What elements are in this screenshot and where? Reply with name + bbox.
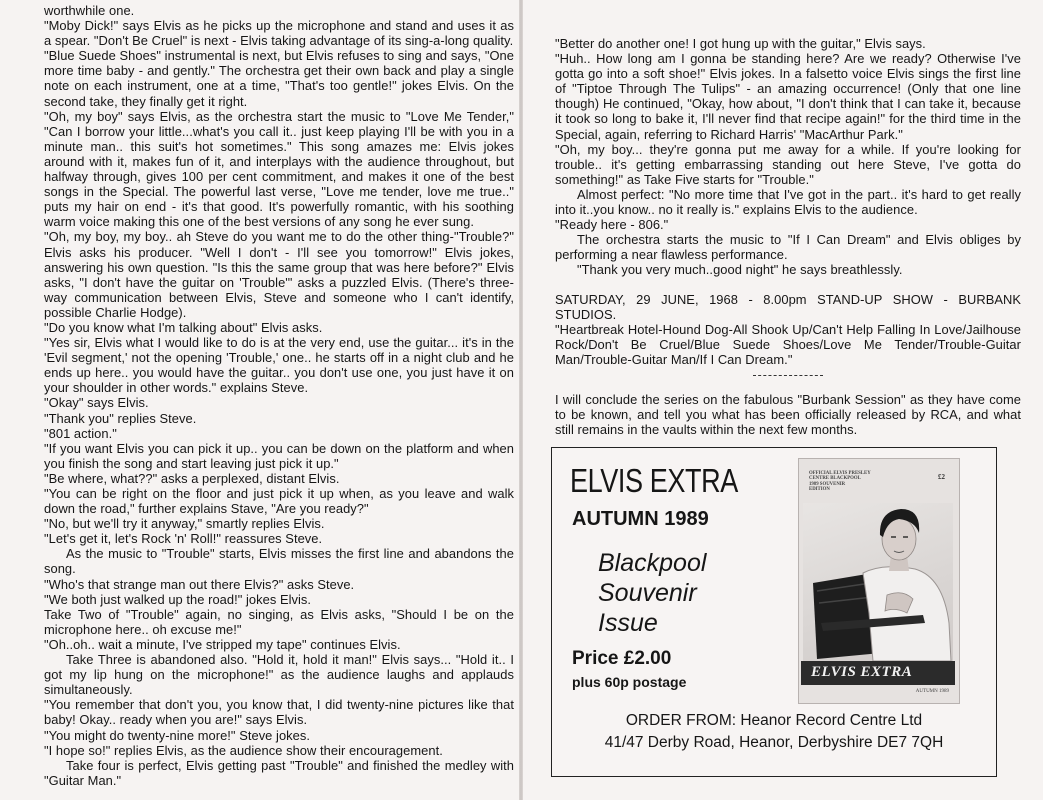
right-article-paragraph: "Better do another one! I got hung up with the guitar," Elvis says.: [555, 36, 926, 51]
setlist: "Heartbreak Hotel-Hound Dog-All Shook Up/Can't Help Falling In Love/Jailhouse Rock/Don't Be Cruel/Blue Suede Shoes/Love Me Tender/Trouble-Guitar Man/Trouble-Guitar Man/If I Can Dream.": [555, 321, 1021, 367]
conclusion-paragraph: I will conclude the series on the fabulous "Burbank Session" as they have come to be known, and tell you what has been officially released by RCA, and what still remains in the vaults within the next few months.: [555, 391, 1021, 438]
left-article-paragraph: "Thank you" replies Steve.: [44, 410, 197, 426]
right-paragraphs: [555, 36, 1021, 278]
cover-footer: AUTUMN 1989: [915, 689, 949, 694]
left-article-paragraph: "We both just walked up the road!" jokes Elvis.: [44, 591, 312, 607]
left-article-paragraph: "No, but we'll try it anyway," smartly replies Elvis.: [44, 516, 325, 532]
right-article-paragraph: "Thank you very much..good night" he says breathlessly.: [577, 262, 903, 278]
elvis-extra-advert: [551, 447, 997, 777]
left-article-paragraph: Take Three is abandoned also. "Hold it, hold it man!" Elvis says... "Hold it.. I got my lip hung on the microphone!" as the audience laughs and applauds simultaneously.: [44, 652, 514, 698]
advert-season: AUTUMN 1989: [572, 508, 709, 530]
section-separator: [753, 375, 823, 376]
left-article-paragraph: "Do you know what I'm talking about" Elvis asks.: [44, 319, 323, 335]
advert-address-line: 41/47 Derby Road, Heanor, Derbyshire DE7 7QH: [604, 734, 944, 751]
right-article-paragraph: Almost perfect: "No more time that I've got in the part.. it's hard to get really into it..you know.. no it really is." explains Elvis to the audience.: [555, 186, 1021, 218]
left-article-paragraph: "Oh, my boy" says Elvis, as the orchestra start the music to "Love Me Tender," "Can I borrow your little...what's you call it.. just keep playing I'll be with you in a minute man.. this suit's hot sometimes." This song amazes me: Elvis jokes around with it, makes fun of it, and interplays with the audience throughout, but halfway through, gives 100 per cent commitment, and makes it one of the best songs in the Special. The powerful last verse, "Love me tender, love me true.." puts my hair on end - it's that good. It's powerfully romantic, with his soothing warm voice making this one of the best versions of any song he ever sung.: [44, 108, 514, 230]
left-article-paragraph: "Yes sir, Elvis what I would like to do is at the very end, use the guitar... it's in the 'Evil segment,' not the opening 'Trouble,' one.. he starts off in a night club and he ends up here.. you would have the guitar.. you don't use one, you just have it on your shoulder in other words." explains Steve.: [44, 335, 514, 396]
left-page: [0, 0, 519, 800]
right-article-paragraph: "Huh.. How long am I gonna be standing here? Are we ready? Otherwise I've gotta go into a soft shoe!" Elvis jokes. In a falsetto voice Elvis sings the first line of "Tiptoe Through The Tulips" - an amazing occurrence! (Only that one line though) He continued, "Okay, how about, "I don't think that I can take it, because it took so long to bake it, I'll never find that recipe again!" for the third time in the Special, again, referring to Richard Harris' "MacArthur Park.": [555, 51, 1021, 142]
elvis-portrait-illustration: [803, 503, 953, 661]
elvis-photo: [803, 503, 953, 661]
advert-title: ELVIS EXTRA: [570, 462, 738, 499]
right-article-paragraph: The orchestra starts the music to "If I Can Dream" and Elvis obliges by performing a near flawless performance.: [555, 232, 1021, 263]
left-article-paragraph: "Oh, my boy, my boy.. ah Steve do you want me to do the other thing-"Trouble?" Elvis asks his producer. "Well I don't - I'll see you tomorrow!" Elvis jokes, answering his own question. "Is this the same group that was here before?" Elvis asks, "I don't have the guitar on 'Trouble'" asks a puzzled Elvis. (There's three-way communication between Elvis, Steve and someone who I can't identify, possible Charlie Hodge).: [44, 229, 514, 320]
cover-banner-text: ELVIS EXTRA: [811, 664, 913, 680]
left-article-paragraph: "Blue Suede Shoes" instrumental is next, but Elvis refuses to sing and says, "One more time baby - and gently." The orchestra get their own back and play a single note on each instrument, one at a time, "That's too gentle!" jokes Elvis. On the second take, they finally get it right.: [44, 48, 514, 109]
left-article-paragraph: "If you want Elvis you can pick it up.. you can be down on the platform and when you finish the song and start leaving just pick it up.": [44, 440, 514, 471]
magazine-cover: [798, 458, 960, 704]
left-article-paragraph: "You might do twenty-nine more!" Steve jokes.: [44, 727, 311, 743]
left-article-paragraph: As the music to "Trouble" starts, Elvis misses the first line and abandons the song.: [44, 546, 514, 577]
cover-header: OFFICIAL ELVIS PRESLEY CENTRE BLACKPOOL 1989 SOUVENIR EDITION: [809, 471, 871, 493]
left-article-paragraph: "Who's that strange man out there Elvis?" asks Steve.: [44, 576, 355, 592]
cover-price: £2: [938, 473, 945, 481]
left-article-paragraph: "You can be right on the floor and just pick it up when, as you leave and walk down the road," further explains Stave, "Are you ready?": [44, 486, 514, 517]
cover-banner: [801, 661, 955, 685]
right-article-paragraph: "Oh, my boy... they're gonna put me away for a while. If you're looking for trouble.. it's getting embarrassing standing out here Steve, I've gotta do something!" as Take Five starts for "Trouble.": [555, 141, 1021, 187]
right-article-column: [555, 36, 1021, 437]
show-heading: SATURDAY, 29 JUNE, 1968 - 8.00pm STAND-UP SHOW - BURBANK STUDIOS.: [555, 291, 1021, 322]
left-article-paragraph: "Moby Dick!" says Elvis as he picks up the microphone and stand and uses it as a spear. "Don't Be Cruel" is next - Elvis taking advantage of its sing-a-long quality.: [44, 18, 514, 49]
left-article-paragraph: "Okay" says Elvis.: [44, 395, 149, 411]
left-article-paragraph: Take Two of "Trouble" again, no singing, as Elvis asks, "Should I be on the microphone here.. oh excuse me!": [44, 606, 514, 637]
left-article-paragraph: "Be where, what??" asks a perplexed, distant Elvis.: [44, 470, 340, 486]
left-article-paragraph: "801 action.": [44, 425, 117, 441]
advert-price: Price £2.00: [572, 648, 672, 669]
left-article-paragraph: "You remember that don't you, you know that, I did twenty-nine pictures like that baby! Okay.. ready when you are!" says Elvis.: [44, 697, 514, 728]
right-article-paragraph: "Ready here - 806.": [555, 217, 669, 233]
advert-issue: Blackpool Souvenir Issue: [598, 549, 707, 637]
advert-order-line: ORDER FROM: Heanor Record Centre Ltd: [625, 712, 923, 729]
left-article-paragraph: "I hope so!" replies Elvis, as the audience show their encouragement.: [44, 742, 443, 758]
left-article-column: [44, 3, 514, 788]
left-article-paragraph: worthwhile one.: [44, 3, 135, 18]
left-article-paragraph: Take four is perfect, Elvis getting past "Trouble" and finished the medley with "Guitar Man.": [44, 757, 514, 788]
advert-postage: plus 60p postage: [572, 674, 687, 690]
left-article-paragraph: "Oh..oh.. wait a minute, I've stripped my tape" continues Elvis.: [44, 636, 401, 652]
left-article-paragraph: "Let's get it, let's Rock 'n' Roll!" reassures Steve.: [44, 531, 323, 547]
